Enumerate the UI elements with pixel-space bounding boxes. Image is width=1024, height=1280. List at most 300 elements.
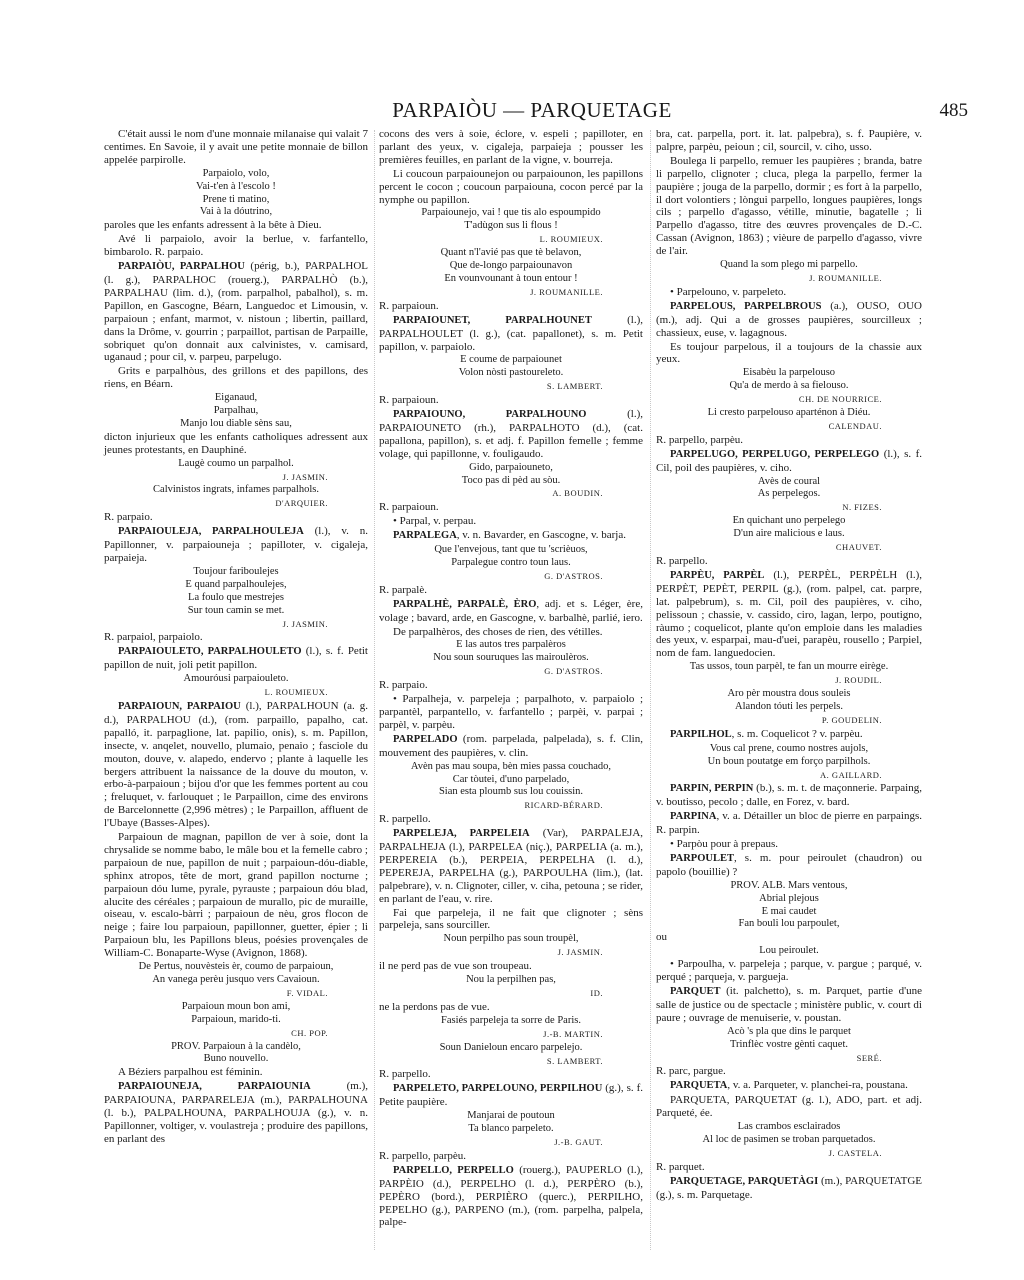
entry-text: paroles que les enfants adressent à la bête à Dieu. — [104, 219, 322, 232]
entry-text: (périg, b.), PARPALHOL (l. g.), PARPALHOC (rouerg.), PARPALHÒ (b.), PARPALHAU (lim. d.), (rom. parpalhol, pabalhol), s. m. Papillon, en Gascogne, Béarn, Languedoc et Limousin, v. parpaioun ; enfant, marmot, v. nistoun ; libertin, paillard, dans la Drôme, v. gourrin ; parpaillot, partisan de Parpaille, sobriquet qu'on donnait aux calvinistes, v. camisard, uganaud ; pour cil, v. parpeu, parpelugo. — [104, 260, 368, 364]
verse-line — [104, 181, 368, 194]
verse-line — [379, 247, 643, 260]
entry-paragraph — [104, 511, 368, 524]
citation-attribution — [379, 487, 643, 500]
entry-text: Abrial plejous — [759, 892, 819, 904]
headword: PARQUETAGE, PARQUETÀGI — [670, 1175, 819, 1187]
verse-line — [656, 476, 922, 489]
entry-text: (m.), PARQUETATGE (g.), s. m. Parquetage. — [656, 1174, 923, 1201]
citation-attribution — [656, 420, 922, 433]
entry-text: PROV. ALB. Mars ventous, — [730, 879, 848, 891]
verse-line — [104, 484, 368, 497]
entry-paragraph — [656, 782, 922, 809]
entry-text: R. parpello, parpèu. — [656, 433, 744, 446]
entry-text: (l.), v. n. Papillonner, v. parpaiouneja ; papilloter, v. cigaleja, parpaieja. — [104, 525, 368, 564]
citation-attribution — [656, 674, 922, 687]
entry-paragraph — [104, 525, 368, 565]
entry-text: Parpaioun, marido-ti. — [191, 1013, 281, 1025]
entry-text: Manjo lou diable sèns sau, — [180, 417, 292, 429]
entry-text: Noun perpilho pas soun troupèl, — [443, 933, 579, 945]
entry-text: R. parpalè. — [379, 583, 427, 596]
entry-paragraph — [379, 529, 643, 543]
entry-paragraph — [379, 584, 643, 597]
entry-text: S. LAMBERT. — [546, 381, 603, 392]
entry-text: J. CASTELA. — [828, 1147, 882, 1158]
headword: PARPAIOUNO, PARPALHOUNO — [393, 409, 587, 421]
verse-line — [656, 880, 922, 893]
entry-text: il ne perd pas de vue son troupeau. — [379, 960, 532, 973]
entry-text: R. parpello. — [656, 555, 708, 567]
headword: PARPAIOUNET, PARPALHOUNET — [393, 314, 592, 326]
entry-text: (l.), s. f. Cil, poil des paupières, v. ciho. — [656, 447, 923, 474]
entry-text: ne la perdons pas de vue. — [379, 1000, 490, 1013]
entry-text: J.-B. GAUT. — [554, 1136, 603, 1147]
entry-text: E coume de parpaiounet — [460, 354, 562, 366]
headword: PARPIN, PERPIN — [670, 783, 754, 795]
entry-text: Lou peiroulet. — [759, 945, 819, 957]
entry-text: RICARD-BÉRARD. — [524, 800, 603, 811]
entry-paragraph — [104, 233, 368, 259]
entry-text: Toujour fariboulejes — [193, 565, 279, 577]
entry-text: Soun Danieloun encaro parpelejo. — [439, 1041, 583, 1053]
entry-text: Al loc de pasimen se troban parquetados. — [702, 1133, 876, 1145]
headword: PARPELADO — [393, 733, 458, 745]
entry-text: Amouróusi parpaiouleto. — [183, 673, 289, 685]
entry-text: • Parpal, v. perpau. — [393, 515, 477, 528]
entry-text: J. JASMIN. — [557, 947, 603, 958]
citation-attribution — [656, 272, 922, 285]
entry-text: (l.), PERPÈL, PERPÈLH (l.), PERPÈT, PEPÈT, PERPIL (g.), (rom. palpel, cat. parpre, lat. palpebrum), s. m. Cil, poil des paupières, v. ciho, pelissoun ; chassie, v. cassido, ciro, lagan, lerpo, poutigno, ràumo ; coquelicot, plante qu'on emploie dans les maladies des yeux, v. esparpai, mau-d'uei, parapèu, rousello ; Parpiel, nom de fam. languedocien. — [656, 568, 922, 660]
verse-line — [379, 475, 643, 488]
entry-text: (b.), s. m. t. de maçonnerie. Parpaing, v. boutisso, pecolo ; dalle, en Forez, v. bard. — [656, 782, 922, 809]
citation-attribution — [104, 471, 368, 484]
entry-paragraph — [656, 1094, 922, 1120]
entry-text: (rom. parpelada, palpelada), s. f. Clin, mouvement des paupières, v. clin. — [379, 732, 643, 759]
entry-text: • Parpelouno, v. parpeleto. — [670, 285, 787, 298]
page-header — [96, 98, 968, 128]
verse-line — [379, 1123, 643, 1136]
citation-attribution — [104, 1027, 368, 1040]
left-column — [104, 128, 368, 1147]
citation-attribution — [656, 1147, 922, 1160]
verse-line — [656, 515, 922, 528]
verse-line — [104, 168, 368, 181]
entry-paragraph — [656, 555, 922, 568]
entry-paragraph — [104, 128, 368, 167]
verse-line — [379, 1042, 643, 1055]
verse-line — [379, 639, 643, 652]
entry-text: • Parpalheja, v. parpeleja ; parpalhoto, v. parpaiolo ; parpantèl, parpantello, v. farfantello ; parpèi, v. parpai ; parpèl, v. parpèu. — [379, 693, 643, 731]
verse-line — [379, 354, 643, 367]
entry-text: Fan bouli lou parpoulet, — [738, 918, 840, 930]
entry-text: A. BOUDIN. — [552, 488, 603, 499]
entry-text: Sian esta ploumb sus lou couissin. — [438, 786, 584, 798]
entry-text: Volon nòsti pastoureleto. — [458, 367, 564, 379]
entry-paragraph — [379, 813, 643, 826]
entry-text: Eiganaud, — [214, 392, 258, 404]
verse-line — [656, 906, 922, 919]
entry-paragraph — [379, 679, 643, 692]
headword: PARPAIOULETO, PARPALHOULETO — [118, 646, 302, 658]
entry-text: C'était aussi le nom d'une monnaie milanaise qui valait 7 centimes. En Savoie, il y avait une petite monnaie de billon appelée parpirolle. — [104, 128, 368, 166]
verse-line — [656, 918, 922, 931]
verse-line — [379, 761, 643, 774]
headword: PARPÈU, PARPÈL — [670, 569, 765, 581]
headword: PARPAIÒU, PARPALHOU — [118, 261, 245, 273]
entry-paragraph — [656, 958, 922, 984]
entry-text: R. parpaioun. — [379, 299, 439, 312]
entry-text: Trinflèc vostre gènti caquet. — [730, 1038, 848, 1050]
entry-paragraph — [379, 960, 643, 973]
entry-text: R. parpello, parpèu. — [379, 1149, 467, 1162]
entry-paragraph — [104, 1066, 368, 1079]
entry-text: P. GOUDELIN. — [821, 714, 882, 725]
entry-text: Avès de coural — [757, 475, 821, 487]
entry-paragraph — [379, 515, 643, 528]
middle-column — [379, 128, 643, 1230]
entry-paragraph — [104, 365, 368, 391]
entry-text: J. ROUDIL. — [835, 675, 882, 686]
entry-text: bra, cat. parpella, port. it. lat. palpebra), s. f. Paupière, v. palpre, parpèu, peioun ; cil, sourcil, v. ciho, usso. — [656, 128, 922, 153]
entry-paragraph — [656, 341, 922, 367]
entry-paragraph — [379, 1150, 643, 1163]
verse-line — [104, 1014, 368, 1027]
citation-attribution — [379, 1028, 643, 1041]
entry-paragraph — [656, 985, 922, 1025]
headword: PARPALEGA — [393, 530, 457, 542]
entry-text: (a.), OUSO, OUO (m.), adj. Qui a de grosses paupières, sourcilleux ; chassieux, euse, v. lagagnous. — [656, 299, 922, 339]
verse-line — [104, 961, 368, 974]
verse-line — [104, 1053, 368, 1066]
verse-line — [104, 566, 368, 579]
entry-text: E las autos tres parpalèros — [456, 639, 566, 651]
entry-paragraph — [379, 1164, 643, 1230]
verse-line — [379, 774, 643, 787]
entry-paragraph — [379, 408, 643, 461]
verse-line — [656, 893, 922, 906]
entry-text: Grits e parpalhòus, des grillons et des papillons, des riens, en Béarn. — [104, 365, 368, 391]
entry-text: E quand parpalhoulejes, — [185, 578, 287, 590]
entry-text: CALENDAU. — [828, 420, 882, 431]
entry-paragraph — [104, 700, 368, 830]
entry-text: De parpalhèros, des choses de rien, des vétilles. — [393, 625, 603, 638]
entry-text: Laugè coumo un parpalhol. — [178, 457, 294, 469]
entry-paragraph — [379, 314, 643, 354]
entry-text: , v. a. Détailler un bloc de pierre en parpaings. R. parpin. — [656, 810, 922, 837]
citation-attribution — [656, 501, 922, 514]
right-column — [656, 128, 922, 1203]
entry-paragraph — [379, 300, 643, 313]
entry-text: R. parpaio. — [379, 679, 428, 692]
verse-line — [379, 652, 643, 665]
entry-text: (Var), PARPALEJA, PARPALHEJA (l.), PARPELEA (niç.), PARPELIA (a. m.), PERPEREIA (b.), PERPEIA, PERPELHA (l. d.), PEPEREJA, PARPELHA (g.), PARPOULHA (lim.), (lat. palpebrare), v. n. Clignoter, ciller, v. ciha, petouna ; se rider, en parlant de l'eau, v. rire. — [379, 827, 644, 905]
citation-attribution — [656, 714, 922, 727]
entry-paragraph — [379, 1001, 643, 1014]
entry-paragraph — [379, 598, 643, 625]
verse-line — [656, 367, 922, 380]
entry-text: Prene ti matino, — [202, 193, 270, 205]
entry-text: Avèn pas mau soupa, bèn mies passa couchado, — [410, 760, 612, 772]
entry-text: Fai que parpeleja, il ne fait que clignoter ; sèns parpeleja, sans sourciller. — [379, 906, 643, 932]
entry-text: J. JASMIN. — [282, 471, 328, 482]
entry-paragraph — [104, 631, 368, 644]
entry-text: Nou la perpilhen pas, — [466, 974, 556, 986]
citation-attribution — [379, 380, 643, 393]
entry-text: CH. DE NOURRICE. — [798, 394, 882, 405]
page-number: 485 — [939, 100, 968, 121]
entry-text: (it. palchetto), s. m. Parquet, partie d'une salle de justice ou de spectacle ; ministère public, v. court di paure ; ouvrage de menuiserie, v. poustan. — [656, 985, 922, 1024]
entry-text: Toco pas di pèd au sòu. — [461, 474, 561, 486]
entry-text: (g.), s. f. Petite paupière. — [379, 1082, 643, 1109]
citation-attribution — [379, 946, 643, 959]
entry-text: PARQUETA, PARQUETAT (g. l.), ADO, part. et adj. Parqueté, ée. — [656, 1094, 922, 1120]
verse-line — [379, 260, 643, 273]
verse-line — [104, 458, 368, 471]
citation-attribution — [656, 1052, 922, 1065]
citation-attribution — [379, 1136, 643, 1149]
verse-line — [104, 206, 368, 219]
entry-paragraph — [104, 260, 368, 364]
entry-text: T'adùgon sus li flous ! — [464, 220, 558, 232]
entry-text: S. LAMBERT. — [546, 1055, 603, 1066]
verse-line — [104, 974, 368, 987]
entry-text: CHAUVET. — [835, 542, 882, 553]
entry-text: (l.), PARPALHOUN (a. g. d.), PARPALHOU (d.), (rom. parpaillo, papalho, cat. papalló, it. parpaglione, lat. papilio, onis), s. m. Papillon, insecte, v. anqelet, nouvello, plumaio, penaio ; fasciole du mouton, douve, v. alapedo, endervo ; plante à laquelle les bergers attribuent la naissance de la douve du mouton, v. erbo-à-parpaioun ; bijou d'or que les femmes portent au cou ; freluquet, v. farlouquet ; le Parpaillon, cime des environs de Barcelonnette (2,996 mètres) ; le Parpaillon, affluent de l'Ubaye (Basses-Alpes). — [104, 699, 368, 830]
entry-text: • Parpòu pour à prepaus. — [670, 838, 779, 851]
entry-paragraph — [104, 1080, 368, 1146]
verse-line — [379, 1015, 643, 1028]
entry-paragraph — [656, 434, 922, 447]
entry-text: La foulo que mestrejes — [188, 591, 284, 603]
verse-line — [656, 407, 922, 420]
entry-paragraph — [656, 852, 922, 879]
entry-text: Que de-longo parpaiounavon — [449, 260, 573, 272]
entry-text: , v. n. Bavarder, en Gascogne, v. barja. — [456, 529, 626, 542]
entry-text: , s. m. pour peiroulet (chaudron) ou papolo (bouillie) ? — [656, 851, 922, 878]
headword: PARPINA — [670, 811, 717, 823]
entry-text: Acò 's pla que dins le parquet — [727, 1025, 851, 1037]
verse-line — [656, 1039, 922, 1052]
verse-line — [656, 661, 922, 674]
verse-line — [104, 605, 368, 618]
entry-text: J. ROUMANILLE. — [809, 272, 882, 283]
verse-line — [379, 207, 643, 220]
entry-text: Parpalegue contro toun laus. — [451, 557, 571, 568]
verse-line — [656, 756, 922, 769]
verse-line — [104, 673, 368, 686]
entry-text: Quand la som plego mi parpello. — [720, 259, 858, 271]
entry-paragraph — [656, 810, 922, 837]
verse-line — [379, 367, 643, 380]
verse-line — [104, 405, 368, 418]
entry-text: R. parpaiol, parpaiolo. — [104, 631, 203, 644]
entry-text: A. GAILLARD. — [820, 769, 882, 780]
entry-paragraph — [104, 831, 368, 960]
entry-text: (l.), PARPALHOULET (l. g.), (cat. papallonet), s. m. Petit papillon, v. parpaiolo. — [379, 313, 643, 353]
verse-line — [104, 1041, 368, 1054]
headword: PARPELUGO, PERPELUGO, PERPELEGO — [670, 448, 880, 460]
entry-paragraph — [656, 1161, 922, 1174]
entry-text: Vai à la dóutrino, — [199, 206, 273, 218]
entry-text: Qu'a de merdo à sa fielouso. — [729, 380, 849, 392]
verse-line — [104, 194, 368, 207]
entry-text: Parpalhau, — [213, 405, 259, 417]
entry-paragraph — [656, 569, 922, 660]
entry-text: dicton injurieux que les enfants catholiques adressent aux jeunes protestants, en Dauphiné. — [104, 430, 368, 456]
verse-line — [379, 933, 643, 946]
entry-text: cocons des vers à soie, éclore, v. espeli ; papilloter, en parlant des yeux, v. cigaleja, parpaieja ; pousser les premières feuilles, en parlant de la vigne, v. bourreja. — [379, 128, 643, 166]
entry-paragraph — [379, 128, 643, 167]
verse-line — [379, 462, 643, 475]
headword: PARPAIOUNEJA, PARPAIOUNIA — [118, 1081, 311, 1093]
headword: PARPALHÈ, PARPALÈ, ÈRO — [393, 598, 537, 610]
headword: PARPILHOL — [670, 728, 732, 740]
entry-text: • Parpoulha, v. parpeleja ; parque, v. pargue ; parqué, v. perqué ; parqueja, v. pargueja. — [656, 958, 922, 984]
entry-paragraph — [379, 1068, 643, 1081]
entry-text: Parpaioun de magnan, papillon de ver à soie, dont la chrysalide se nomme babo, le mâle bou et la femelle cabro ; parpaioun de nue, papillon de nuit ; parpaioun-dóu-diable, sphinx atropos, tête de mort, grand papillon nocturne ; parpaioun dóu lume, pyrale, pyrauste ; parpaioun dóu blad, alucite des céréales ; parpaioun de murallo, pic de muraille, oiseau, v. escalo-bàrri ; parpaioun de nèu, gros flocon de neige ; faire lou parpaioun, papillonner, guetter, épier ; li Parpaioun blu, les Papillons bleus, poésies provençales de William-C. Bonaparte-Wyse (Avignon, 1868). — [104, 831, 368, 960]
entry-text: PROV. Parpaioun à la candèlo, — [171, 1040, 301, 1052]
entry-text: , adj. et s. Léger, ère, volage ; bavard, arde, en Gascogne, v. barbalhè, parlié, iero. — [379, 597, 643, 624]
entry-text: ID. — [590, 988, 603, 998]
verse-line — [656, 701, 922, 714]
entry-text: Car tòutei, d'uno parpelado, — [452, 773, 570, 785]
citation-attribution — [379, 233, 643, 246]
verse-line — [656, 528, 922, 541]
entry-text: (m.), PARPAIOUNA, PARPARELEJA (m.), PARPALHOUNA (l. b.), PALPALHOUNA, PARPALHOUJA (g.), v. n. Papillonner, voltiger, v. voulastreja ; produire des papillons, en parlant des — [104, 1080, 368, 1145]
citation-attribution — [379, 286, 643, 299]
verse-line — [104, 592, 368, 605]
entry-text: Las crambos esclairados — [737, 1121, 841, 1133]
entry-text: Es toujour parpelous, il a toujours de la chassie aux yeux. — [656, 340, 922, 366]
entry-text: Parpaioun moun bon ami, — [181, 1000, 291, 1012]
entry-text: ou — [656, 931, 667, 944]
citation-attribution — [656, 541, 922, 554]
entry-text: As perpelegos. — [757, 488, 821, 500]
entry-text: R. parpello. — [379, 813, 431, 826]
verse-line — [656, 1121, 922, 1134]
entry-text: J.-B. MARTIN. — [543, 1028, 603, 1039]
entry-text: Li cresto parpelouso aparténon à Diéu. — [707, 407, 871, 419]
verse-line — [104, 418, 368, 431]
verse-line — [379, 1110, 643, 1123]
verse-line — [656, 380, 922, 393]
entry-text: Que l'envejous, tant que tu 'scrièuos, — [434, 544, 588, 556]
entry-paragraph — [656, 128, 922, 154]
entry-paragraph — [379, 168, 643, 207]
entry-text: Ta blanco parpeleto. — [468, 1123, 554, 1135]
headword: PARPOULET — [670, 852, 734, 864]
citation-attribution — [379, 570, 643, 583]
verse-line — [379, 220, 643, 233]
verse-line — [656, 945, 922, 958]
column-divider — [374, 130, 375, 1250]
entry-text: Un boun poutatge em forço parpilhols. — [707, 755, 871, 767]
headword: PARQUETA — [670, 1080, 728, 1092]
verse-line — [104, 1001, 368, 1014]
entry-paragraph — [104, 431, 368, 457]
entry-text: N. FIZES. — [842, 502, 882, 513]
citation-attribution — [656, 769, 922, 782]
entry-text: , v. a. Parqueter, v. planchei-ra, poustana. — [727, 1079, 908, 1092]
entry-text: R. parc, pargue. — [656, 1065, 726, 1078]
citation-attribution — [104, 686, 368, 699]
entry-text: R. parpaioun. — [379, 501, 439, 514]
entry-paragraph — [656, 728, 922, 742]
entry-paragraph — [656, 155, 922, 258]
entry-text: Parpaiolo, volo, — [202, 167, 270, 179]
citation-attribution — [379, 987, 643, 1000]
entry-text: Calvinistos ingrats, infames parpalhols. — [153, 484, 319, 496]
entry-text: G. D'ASTROS. — [544, 666, 603, 677]
entry-paragraph — [104, 219, 368, 232]
entry-paragraph — [379, 733, 643, 760]
entry-text: Tas ussos, toun parpèl, te fan un mourre eirège. — [689, 661, 889, 673]
entry-paragraph — [656, 838, 922, 851]
entry-text: A Béziers parpalhou est féminin. — [118, 1066, 263, 1079]
entry-text: D'un aire malicious e laus. — [733, 528, 845, 540]
verse-line — [656, 743, 922, 756]
entry-text: (rouerg.), PAUPERLO (l.), PARPÈIO (d.), PERPELHO (l. d.), PERPÈRO (b.), PEPÈRO (bord.), PERPIÈRO (querc.), PERPILHO, PEPELHO (g.), PARPENO (m.), (rom. parpelha, palpela, palpe- — [379, 1163, 643, 1229]
entry-text: Vai-t'en à l'escolo ! — [196, 180, 276, 192]
entry-text: Manjarai de poutoun — [467, 1110, 555, 1122]
verse-line — [104, 392, 368, 405]
entry-text: D'ARQUIER. — [275, 498, 328, 509]
entry-text: (l.), s. f. Petit papillon de nuit, joli petit papillon. — [104, 645, 368, 672]
citation-attribution — [104, 618, 368, 631]
entry-text: L. ROUMIEUX. — [539, 234, 603, 245]
entry-paragraph — [656, 1079, 922, 1093]
citation-attribution — [656, 393, 922, 406]
verse-line — [656, 1134, 922, 1147]
entry-text: CH. POP. — [291, 1027, 328, 1038]
entry-paragraph — [379, 501, 643, 514]
verse-line — [379, 974, 643, 987]
verse-line — [104, 579, 368, 592]
verse-line — [379, 557, 643, 570]
verse-line — [379, 544, 643, 557]
entry-text: Buno nouvello. — [203, 1053, 269, 1065]
entry-text: R. parquet. — [656, 1160, 705, 1173]
verse-line — [656, 259, 922, 272]
entry-paragraph — [379, 827, 643, 905]
entry-text: Sur toun camin se met. — [187, 604, 285, 616]
entry-text: J. JASMIN. — [282, 618, 328, 629]
citation-attribution — [379, 665, 643, 678]
verse-line — [656, 488, 922, 501]
verse-line — [379, 273, 643, 286]
entry-text: Parpaiounejo, vai ! que tis alo espoumpido — [421, 207, 601, 219]
entry-text: En vounvounant à toun entour ! — [444, 272, 578, 284]
entry-text: Li coucoun parpaiounejon ou parpaiounon, les papillons percent le cocon ; coucoun parpaiouna, cocon percé par la nymphe ou papillon. — [379, 167, 643, 206]
entry-paragraph — [379, 693, 643, 732]
entry-text: R. parpello. — [379, 1068, 431, 1081]
entry-text: En quichant uno perpelego — [732, 515, 846, 527]
entry-paragraph — [656, 931, 922, 944]
citation-attribution — [104, 497, 368, 510]
verse-line — [656, 1026, 922, 1039]
entry-text: Gido, parpaiouneto, — [469, 461, 553, 473]
headword: PARPELLO, PERPELLO — [393, 1164, 514, 1176]
entry-text: De Pertus, nouvèsteis èr, coumo de parpaioun, — [138, 961, 334, 973]
entry-text: Boulega li parpello, remuer les paupières ; branda, batre li parpello, clignoter ; cluca, plega la parpello, fermer la paupière ; jouga de la parpello, dormir ; es fort à la parpello, il dort volontiers ; lòngui parpello, longues paupières, longs cils ; parpello d'agasso, vétille, minutie, bagatelle ; li Parpello d'agasso, titre des œuvres provençales de D.-C. Cassan (Avignon, 1863) ; vièure de parpello d'agasso, vivre de l'air. — [656, 154, 922, 258]
entry-text: Alandon tóuti les perpels. — [735, 700, 843, 712]
running-title: PARPAIÒU — PARQUETAGE — [392, 98, 672, 122]
citation-attribution — [104, 987, 368, 1000]
entry-paragraph — [656, 286, 922, 299]
headword: PARPELOUS, PARPELBROUS — [670, 300, 822, 312]
verse-line — [379, 786, 643, 799]
entry-text: Avé li parpaiolo, avoir la berlue, v. farfantello, bimbarolo. R. parpaio. — [104, 233, 368, 259]
